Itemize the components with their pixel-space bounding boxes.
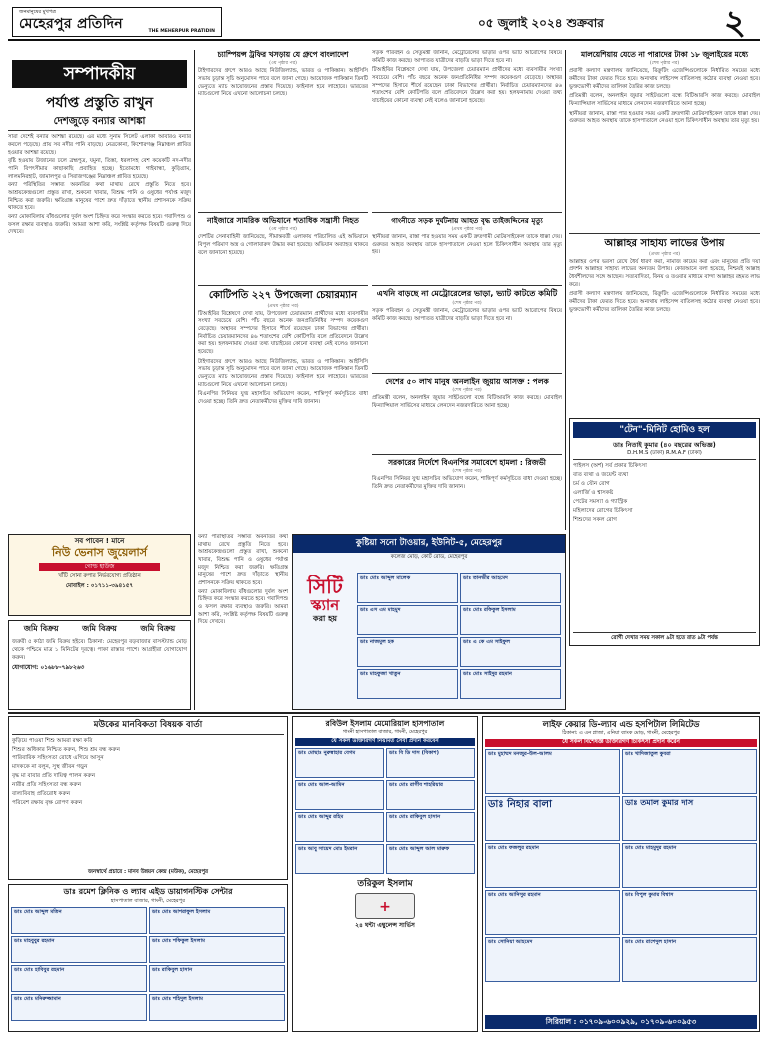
news-headline: আল্লাহর সাহায্য লাভের উপায় bbox=[604, 238, 725, 249]
news-body: স্থানীয়রা জানান, রাস্তা পার হওয়ার সময় একটি দ্রুতগামী মোটরসাইকেল তাকে ধাক্কা দেয়। গুরুতর আহত অবস্থায় তাকে হাসপাতালে নেওয়া হলে চিকিৎসাধীন অবস্থায় তার মৃত্যু হয়। bbox=[372, 233, 562, 256]
news-body: স্থানীয়রা জানান, রাস্তা পার হওয়ার সময় একটি দ্রুতগামী মোটরসাইকেল তাকে ধাক্কা দেয়। গুরুতর আহত অবস্থায় তাকে হাসপাতালে নেওয়া হলে চিকিৎসাধীন অবস্থায় তার মৃত্যু হয়। bbox=[569, 110, 760, 125]
news-body: প্রতিমন্ত্রী বলেন, অনলাইন জুয়ার সাইটগুলো বন্ধে বিটিআরসি কাজ করছে। মোবাইল ফিন্যান্সিয়াল সার্ভিসের মাধ্যমে লেনদেন নজরদারিতে আনা হচ্ছে। bbox=[569, 93, 760, 107]
jewellers-line2: খাঁটি সোনা রুপার নির্ভরযোগ্য প্রতিষ্ঠান bbox=[58, 573, 141, 580]
news-body: সড়ক পরিবহন ও সেতুমন্ত্রী জানান, মেট্রোরেলের ভাড়ার ওপর ভ্যাট আরোপের বিষয়ে কমিটি কাজ করছে। আপাতত যাত্রীদের বাড়তি ভাড়া দিতে হবে না। bbox=[372, 307, 562, 322]
news-body: বিএনপির সিনিয়র যুগ্ম মহাসচিব অভিযোগ করেন, শান্তিপূর্ণ কর্মসূচিতে বাধা দেওয়া হচ্ছে। তিনি দ্রুত নেতাকর্মীদের মুক্তির দাবি জানান। bbox=[198, 391, 368, 406]
sono-addr: কলেজ মোড়, কোর্ট রোড, মেহেরপুর bbox=[390, 553, 468, 560]
editorial-headline: পর্যাপ্ত প্রস্তুতি রাখুন bbox=[45, 95, 154, 111]
masthead-tagline: জনমানুষের মুখপত্র bbox=[19, 9, 56, 15]
ad-jewellers bbox=[8, 534, 191, 616]
homeo-doctor: ডাঃ নিতাই কুমার (৪০ বছরের অভিজ্ঞ) bbox=[613, 441, 716, 450]
doctor-name: ডাঃ খাদিজাতুল কুবরা bbox=[625, 750, 671, 757]
rabiul-doctor-card bbox=[386, 780, 475, 810]
doctor-name: ডাঃ মোঃ রাগীব শাহরিয়ার bbox=[389, 781, 443, 788]
doctor-name: ডাঃ মোঃ আব্দুল মালেক bbox=[360, 575, 411, 581]
homeo-feature: বাত ব্যথা ও জয়েন্ট ব্যথা bbox=[573, 472, 629, 479]
jewellers-name: নিউ ভেনাস জুয়েলার্স bbox=[51, 546, 148, 560]
homeo-feature: পেটের সমস্যা ও গ্যাস্ট্রিক bbox=[573, 499, 628, 506]
doctor-name: ডাঃ মোঃ শহিদুল ইসলাম bbox=[152, 995, 204, 1002]
ramesh-title: ডাঃ রমেশ ক্লিনিক ও ল্যাব এইড ডায়াগনস্টিক সেন্টার bbox=[63, 887, 233, 896]
lifecare-doctor-card bbox=[485, 749, 620, 794]
news-body: দেশটির সেনাবাহিনী জানিয়েছে, সীমান্তবর্তী এলাকায় পরিচালিত এই অভিযানে বিপুল পরিমাণ অস্ত্র ও গোলাবারুদ উদ্ধার করা হয়েছে। অভিযান অব্যাহত থাকবে বলে জানানো হয়েছে। bbox=[198, 234, 368, 256]
news-body: আল্লাহর ওপর ভরসা রেখে ধৈর্য ধারণ করা, নামাজ কায়েম করা এবং মানুষের প্রতি দয়া প্রদর্শন আল্লাহর সাহায্য লাভের অন্যতম উপায়। কোরআনে বলা হয়েছে, নিশ্চয়ই আল্লাহ ধৈর্যশীলদের সঙ্গে আছেন। সত্যবাদিতা, বিনয় ও তওবার মাধ্যমে বান্দা আল্লাহর রহমত লাভ করে। bbox=[569, 258, 760, 288]
rabiul-title: রবিউল ইসলাম মেমোরিয়াল হাসপাতাল bbox=[325, 719, 445, 728]
doctor-name: ডাঃ মোঃ আব্দুল মতিন bbox=[14, 908, 62, 915]
rabiul-doctor-card bbox=[295, 844, 384, 874]
ramesh-doctor-card bbox=[11, 907, 147, 934]
doctor-name: ডাঃ মোঃ আল-আমিন bbox=[298, 781, 345, 788]
news-body: টাইগারদের গ্রুপে আরও আছে নিউজিল্যান্ড, ভারত ও পাকিস্তান। আইসিসি সভায় চূড়ান্ত সূচি অনুমোদন পাবে বলে জানা গেছে। আয়োজক পাকিস্তান তিনটি ভেন্যুতে ম্যাচ আয়োজনের প্রস্তাব দিয়েছে। ফাইনাল হবে লাহোরে। ভারতের ম্যাচগুলো নিয়ে এখনো আলোচনা চলছে। bbox=[198, 68, 368, 98]
doctor-name: ডাঃ মোঃ শফিকুল ইসলাম bbox=[152, 937, 205, 944]
sono-promo bbox=[297, 575, 353, 703]
news-champions-trophy bbox=[198, 50, 368, 210]
news-allah-help bbox=[569, 233, 760, 415]
sono-promo-3: করা হয় bbox=[312, 613, 338, 623]
doctor-name: ডাঃ মোঃ মনিরুজ্জামান bbox=[14, 995, 61, 1002]
news-headline: সরকারের নির্দেশে বিএনপির সমাবেশে হামলা : রিজভী bbox=[388, 458, 546, 467]
rabiul-tagline: যে সকল ডাক্তারগণ নিয়মিত সেবা প্রদান করবেন bbox=[295, 738, 475, 746]
ramesh-doctor-card bbox=[11, 936, 147, 963]
page-number: ২ bbox=[723, 5, 746, 41]
jewellers-contact: মোবাইল : ০১৭১১-৩৯৪১৫৭ bbox=[65, 582, 134, 589]
sono-doctor-card bbox=[357, 669, 458, 699]
mouk-title: মউকের মানবিকতা বিষয়ক বার্তা bbox=[12, 720, 284, 735]
mouk-item: শিশুর অধিকার নিশ্চিত করুন, শিশু শ্রম বন্ধ করুন bbox=[12, 746, 120, 753]
land-sale-headings bbox=[12, 624, 187, 635]
homeo-features bbox=[573, 463, 756, 525]
mouk-item: পারিবারিক সহিংসতা রোধে এগিয়ে আসুন bbox=[12, 755, 104, 762]
news-online-gambling bbox=[372, 373, 562, 451]
news-dateline: (৩য় পৃষ্ঠার পর) bbox=[269, 227, 297, 233]
news-niger bbox=[198, 212, 368, 282]
lifecare-title: লাইফ কেয়ার ডি-ল্যাব এন্ড হসপিটাল লিমিটেড bbox=[542, 719, 700, 729]
sono-doctor-card bbox=[460, 637, 561, 667]
lifecare-doctor-card bbox=[622, 796, 757, 841]
doctor-name: ডাঃ মোঃ আনিসুর রহমান bbox=[488, 891, 541, 898]
rabiul-doctor-card bbox=[295, 780, 384, 810]
lifecare-doctor-card bbox=[622, 749, 757, 794]
sono-title: কুষ্টিয়া সনো টাওয়ার, ইউনিট-৫, মেহেরপুর bbox=[293, 535, 565, 553]
ramesh-doctor-card bbox=[11, 965, 147, 992]
jewellers-line1: গোল্ড হাউজ bbox=[39, 563, 160, 571]
news-headline: নাইজারে সামরিক অভিযানে শতাধিক সন্ত্রাসী নিহত bbox=[207, 216, 359, 225]
rabiul-person: তরিকুল ইসলাম bbox=[357, 878, 413, 889]
homeo-feature: এলার্জি ও শ্বাসকষ্ট bbox=[573, 490, 614, 497]
mouk-footer: জনস্বার্থে প্রচারে : মানব উন্নয়ন কেন্দ্র (মউক), মেহেরপুর bbox=[88, 868, 208, 875]
editorial-body bbox=[8, 134, 191, 237]
doctor-name: ডাঃ তমাল কুমার দাস bbox=[625, 797, 694, 807]
news-body: বিএনপির সিনিয়র যুগ্ম মহাসচিব অভিযোগ করেন, শান্তিপূর্ণ কর্মসূচিতে বাধা দেওয়া হচ্ছে। তিনি দ্রুত নেতাকর্মীদের মুক্তির দাবি জানান। bbox=[372, 476, 562, 490]
news-body: বন্যা মোকাবিলায় বাঁধগুলোর দুর্বল অংশ চিহ্নিত করে সংস্কার করতে হবে। গবাদিপশু ও ফসল রক্ষার ব্যবস্থাও জরুরি। আমরা আশা করি, সংশ্লিষ্ট কর্তৃপক্ষ বিষয়টি গুরুত্ব দিয়ে দেখবে। bbox=[198, 588, 288, 626]
doctor-name: ডাঃ বি ডি দাস (বিকাশ) bbox=[389, 749, 439, 756]
rabiul-doctor-card bbox=[295, 748, 384, 778]
rabiul-addr: গাংনী হাসপাতাল বাজার, গাংনী, মেহেরপুর bbox=[342, 729, 428, 736]
ramesh-doctor-card bbox=[149, 907, 285, 934]
news-headline: কোটিপতি ২২৭ উপজেলা চেয়ারম্যান bbox=[208, 290, 358, 301]
ramesh-addr: হাসপাতাল বাজার, গাংনী, মেহেরপুর bbox=[110, 897, 186, 904]
ad-rabiul-hospital bbox=[292, 716, 478, 1032]
news-metro-fare bbox=[372, 285, 562, 370]
news-metrorail bbox=[372, 50, 562, 210]
editorial-paragraph: বন্যা মোকাবিলায় বাঁধগুলোর দুর্বল অংশ চিহ্নিত করে সংস্কার করতে হবে। গবাদিপশু ও ফসল রক্ষার ব্যবস্থাও জরুরি। আমরা আশা করি, সংশ্লিষ্ট কর্তৃপক্ষ বিষয়টি গুরুত্ব দিয়ে দেখবে। bbox=[8, 214, 191, 236]
doctor-name: ডাঃ আবু সায়েদ মোঃ ইমরান bbox=[298, 845, 358, 852]
news-dateline: (শেষ পৃষ্ঠার পর) bbox=[649, 60, 680, 66]
news-body: প্রবাসী কল্যাণ মন্ত্রণালয় জানিয়েছে, রিক্রুটিং এজেন্সিগুলোকে নির্ধারিত সময়ের মধ্যে কর্মীদের টাকা ফেরত দিতে হবে। অন্যথায় লাইসেন্স বাতিলসহ কঠোর ব্যবস্থা নেওয়া হবে। ভুক্তভোগী কর্মীদের তালিকা তৈরির কাজ চলছে। bbox=[569, 291, 760, 313]
sono-doctor-card bbox=[460, 669, 561, 699]
homeo-name: "টেন"-মিনিট হোমিও হল bbox=[573, 422, 756, 438]
mouk-item: বৃদ্ধ মা বাবার প্রতি দায়িত্ব পালন করুন bbox=[12, 773, 96, 780]
ad-lifecare-hospital bbox=[482, 716, 760, 1032]
rabiul-doctor-card bbox=[386, 748, 475, 778]
lifecare-serial: সিরিয়াল : ০১৭০৯-৬০০৯২৯, ০১৭০৯-৬০০৯৫৩ bbox=[485, 1015, 757, 1029]
homeo-contact: রোগী দেখার সময় সকাল ৯টা হতে রাত ৯টা পর্যন্ত bbox=[573, 632, 756, 642]
news-body: টিআইবির বিশ্লেষণে দেখা যায়, উপজেলা চেয়ারম্যান প্রার্থীদের মধ্যে ব্যবসায়ীর সংখ্যা সবচেয়ে বেশি। পাঁচ বছরে অনেক জনপ্রতিনিধির সম্পদ কয়েকগুণ বেড়েছে। অস্থাবর সম্পদের হিসাবে শীর্ষে রয়েছেন ঢাকা বিভাগের প্রার্থীরা। নির্বাচিত চেয়ারম্যানদের ৪৬ শতাংশের বেশি কোটিপতি বলে প্রতিবেদনে উল্লেখ করা হয়। হলফনামায় দেওয়া তথ্য যাচাইয়ের কোনো ব্যবস্থা নেই বলেও জানানো হয়েছে। bbox=[198, 310, 368, 356]
mouk-item: বাল্যবিবাহ প্রতিরোধ করুন bbox=[12, 791, 71, 798]
rabiul-doctor-card bbox=[295, 812, 384, 842]
editorial-column bbox=[8, 60, 191, 530]
ramesh-doctor-grid bbox=[11, 907, 285, 1021]
homeo-feature: শিশুদের সকল রোগ bbox=[573, 516, 617, 523]
lifecare-doctor-card bbox=[622, 843, 757, 888]
news-dateline: (৩য় পৃষ্ঠার পর) bbox=[269, 60, 297, 66]
doctor-name: ডাঃ মোঃ রাশেদুল হাসান bbox=[625, 938, 677, 945]
editorial-paragraph: সারা দেশেই বন্যার আশঙ্কা রয়েছে। এর মধ্যে সুনাম সিলেট এলাকা আবারও বন্যার কবলে পড়েছে। প্রায় সব নদীর পানি বাড়ছে। নেত্রকোনা, কিশোরগঞ্জ নিম্নাঞ্চল প্লাবিত হওয়ার আশঙ্কা রয়েছে। bbox=[8, 134, 191, 156]
doctor-name: ডাঃ মুহাম্মদ মনজুর-উল-আলম bbox=[488, 750, 552, 757]
doctor-name: ডাঃ মাহফুজা খাতুন bbox=[360, 671, 401, 677]
ramesh-doctor-card bbox=[149, 965, 285, 992]
lifecare-doctor-grid bbox=[485, 749, 757, 982]
news-dateline: (প্রথম পৃষ্ঠার পর) bbox=[267, 303, 299, 309]
homeo-feature: পাইলস (অর্শ) সর্ব প্রকার চিকিৎসা bbox=[573, 463, 647, 470]
rabiul-ambulance: ২৪ ঘন্টা এম্বুলেন্স সার্ভিস bbox=[355, 921, 415, 929]
homeo-feature: চর্ম ও যৌন রোগ bbox=[573, 481, 610, 488]
ramesh-doctor-card bbox=[11, 994, 147, 1021]
editorial-paragraph: বন্যা পরিস্থিতির সম্ভাব্য অবনতির কথা মাথায় রেখে প্রস্তুতি নিতে হবে। আশ্রয়কেন্দ্রগুলো প্রস্তুত রাখা, শুকনো খাবার, বিশুদ্ধ পানি ও ওষুধের পর্যাপ্ত মজুদ নিশ্চিত করা জরুরি। ক্ষতিগ্রস্ত মানুষের পাশে দ্রুত দাঁড়াতে স্থানীয় প্রশাসনকে সক্রিয় থাকতে হবে। bbox=[8, 182, 191, 212]
land-sale-heading: জমি বিক্রয় bbox=[82, 624, 117, 633]
sono-doctor-card bbox=[357, 637, 458, 667]
news-dateline: (প্রথম পৃষ্ঠার পর) bbox=[451, 226, 483, 232]
doctor-name: ডাঃ সোনিয়া আহমেদ bbox=[488, 938, 533, 945]
ad-homeo-hall bbox=[569, 418, 760, 646]
land-sale-body: জরুরী ৫ কাঠা জমি বিক্রয় হইবে। ঠিকানা: মেহেরপুর বড়বাজার বাসস্ট্যান্ড মোড় থেকে পশ্চিমে মাত্র ১ মিনিটের দূরত্বে। পাকা রাস্তার পাশে। আগ্রহীরা যোগাযোগ করুন। bbox=[12, 638, 187, 661]
news-dateline: (প্রথম পৃষ্ঠার পর) bbox=[648, 251, 681, 257]
news-body: টাইগারদের গ্রুপে আরও আছে নিউজিল্যান্ড, ভারত ও পাকিস্তান। আইসিসি সভায় চূড়ান্ত সূচি অনুমোদন পাবে বলে জানা গেছে। আয়োজক পাকিস্তান তিনটি ভেন্যুতে ম্যাচ আয়োজনের প্রস্তাব দিয়েছে। ফাইনাল হবে লাহোরে। ভারতের ম্যাচগুলো নিয়ে এখনো আলোচনা চলছে। bbox=[198, 358, 368, 388]
rabiul-doctor-card bbox=[386, 812, 475, 842]
news-dateline: (শেষ পৃষ্ঠার পর) bbox=[452, 300, 482, 306]
doctor-name: ডাঃ এ কে এম সাইফুল bbox=[463, 639, 511, 645]
lifecare-doctor-card bbox=[485, 890, 620, 935]
doctor-name: ডাঃ মাহবুবুর রহমান bbox=[14, 937, 55, 944]
lifecare-doctor-card bbox=[622, 890, 757, 935]
doctor-name: ডাঃ নিহার বালা bbox=[488, 798, 552, 810]
lifecare-doctor-card bbox=[622, 937, 757, 982]
doctor-name: ডাঃ মোঃ ফজলুর রহমান bbox=[488, 844, 539, 851]
doctor-name: ডাঃ মোঃ আশরাফুল ইসলাম bbox=[152, 908, 211, 915]
doctor-name: ডাঃ মোঃ মাহমুদুর রহমান bbox=[625, 844, 677, 851]
news-continuation bbox=[198, 534, 288, 710]
news-dateline: (শেষ পৃষ্ঠার পর) bbox=[452, 468, 482, 474]
editorial-section-title: সম্পাদকীয় bbox=[12, 60, 187, 88]
lifecare-doctor-card bbox=[485, 843, 620, 888]
sono-doctor-card bbox=[460, 605, 561, 635]
news-bnp-rizvi bbox=[372, 454, 562, 530]
ad-land-sale bbox=[8, 620, 191, 710]
column-divider bbox=[194, 50, 195, 710]
doctor-name: ডাঃ নাজমুল হক bbox=[360, 639, 395, 645]
lifecare-doctor-card bbox=[485, 937, 620, 982]
news-headline: দেশের ৫০ লাখ মানুষ অনলাইন জুয়ায় আসক্ত : পলক bbox=[385, 377, 549, 386]
ad-ramesh-clinic bbox=[8, 884, 288, 1032]
masthead bbox=[8, 5, 760, 41]
lifecare-tagline: যে সকল বিশেষজ্ঞ ডাক্তারগণ চিকিৎসা প্রদান করেন bbox=[485, 739, 757, 747]
news-body: সড়ক পরিবহন ও সেতুমন্ত্রী জানান, মেট্রোরেলের ভাড়ার ওপর ভ্যাট আরোপের বিষয়ে কমিটি কাজ করছে। আপাতত যাত্রীদের বাড়তি ভাড়া দিতে হবে না। bbox=[372, 50, 562, 64]
homeo-feature: মহিলাদের রোগের চিকিৎসা bbox=[573, 508, 633, 515]
ad-mouk-message bbox=[8, 716, 288, 880]
jewellers-kicker: সব পাবেন ! মানে bbox=[74, 537, 125, 545]
mouk-item: কুড়িয়ে পাওয়া শিশু আমরা রক্ষা করি bbox=[12, 737, 93, 744]
lifecare-doctor-card bbox=[485, 796, 620, 841]
doctor-name: ডাঃ তানভীর আহমেদ bbox=[463, 575, 508, 581]
doctor-name: ডাঃ এস এম মাহমুদ bbox=[360, 607, 401, 613]
masthead-subtitle: THE MEHERPUR PRATIDIN bbox=[148, 28, 215, 34]
sono-doctor-card bbox=[357, 605, 458, 635]
mouk-item: পরিবেশ রক্ষায় বৃক্ষ রোপণ করুন bbox=[12, 800, 83, 807]
land-sale-heading: জমি বিক্রয় bbox=[23, 624, 59, 633]
sono-doctor-card bbox=[460, 573, 561, 603]
rabiul-doctor-card bbox=[386, 844, 475, 874]
news-headline: মালয়েশিয়ায় যেতে না পারাদের টাকা ১৮ জুলাইয়ের মধ্যে bbox=[581, 50, 748, 59]
news-body: বন্যা পরিস্থিতির সম্ভাব্য অবনতির কথা মাথায় রেখে প্রস্তুতি নিতে হবে। আশ্রয়কেন্দ্রগুলো প্রস্তুত রাখা, শুকনো খাবার, বিশুদ্ধ পানি ও ওষুধের পর্যাপ্ত মজুদ নিশ্চিত করা জরুরি। ক্ষতিগ্রস্ত মানুষের পাশে দ্রুত দাঁড়াতে স্থানীয় প্রশাসনকে সক্রিয় থাকতে হবে। bbox=[198, 534, 288, 587]
mouk-items bbox=[12, 738, 284, 809]
ramesh-doctor-card bbox=[149, 936, 285, 963]
lifecare-addr: ঠিকানা: এ এন প্লাজা, এনিয়া ব্যাংক মোড়, গাংনী, মেহেরপুর bbox=[562, 730, 680, 737]
news-body: প্রবাসী কল্যাণ মন্ত্রণালয় জানিয়েছে, রিক্রুটিং এজেন্সিগুলোকে নির্ধারিত সময়ের মধ্যে কর্মীদের টাকা ফেরত দিতে হবে। অন্যথায় লাইসেন্স বাতিলসহ কঠোর ব্যবস্থা নেওয়া হবে। ভুক্তভোগী কর্মীদের তালিকা তৈরির কাজ চলছে। bbox=[569, 68, 760, 90]
land-sale-contact: যোগাযোগ: ০১৬৮৮-৭৯৮২৬৩ bbox=[12, 664, 85, 671]
ad-kushtia-sono bbox=[292, 534, 566, 710]
section-divider bbox=[8, 712, 760, 714]
doctor-name: ডাঃ মোঃ রফিকুল ইসলাম bbox=[463, 607, 516, 613]
news-headline: চ্যাম্পিয়ন্স ট্রফির খসড়ায় যে গ্রুপে বাংলাদেশ bbox=[217, 50, 349, 59]
doctor-name: ডাঃ মোঃ রাকিবুল হাসান bbox=[389, 813, 441, 820]
news-body: প্রতিমন্ত্রী বলেন, অনলাইন জুয়ার সাইটগুলো বন্ধে বিটিআরসি কাজ করছে। মোবাইল ফিন্যান্সিয়াল সার্ভিসের মাধ্যমে লেনদেন নজরদারিতে আনা হচ্ছে। bbox=[372, 395, 562, 410]
sono-promo-1: সিটি bbox=[307, 575, 343, 598]
doctor-name: ডাঃ মোঃ হাবিবুর রহমান bbox=[14, 966, 65, 973]
doctor-name: ডাঃ বিপুল কুমার বিশ্বাস bbox=[625, 891, 674, 898]
masthead-title: মেহেরপুর প্রতিদিন bbox=[19, 16, 123, 32]
editorial-paragraph: বৃষ্টি হওয়ায় উজানের ঢলে ব্রহ্মপুত্র, যমুনা, তিস্তা, ধরলাসহ বেশ কয়েকটি নদ-নদীর পানি বিপৎসীমার কাছাকাছি প্রবাহিত হচ্ছে। ইতোমধ্যে গাইবান্ধা, কুড়িগ্রাম, লালমনিরহাট, জামালপুর ও সিরাজগঞ্জের নিম্নাঞ্চল প্লাবিত হয়েছে। bbox=[8, 158, 191, 180]
ramesh-doctor-card bbox=[149, 994, 285, 1021]
masthead-date: ০৫ জুলাই ২০২৪ শুক্রবার bbox=[478, 16, 604, 30]
news-malaysia bbox=[569, 50, 760, 230]
masthead-logo-box bbox=[12, 7, 222, 37]
doctor-name: ডাঃ মোঃ আব্দুল আল মারুফ bbox=[389, 845, 450, 852]
news-gangni-accident bbox=[372, 212, 562, 282]
news-body: টিআইবির বিশ্লেষণে দেখা যায়, উপজেলা চেয়ারম্যান প্রার্থীদের মধ্যে ব্যবসায়ীর সংখ্যা সবচেয়ে বেশি। পাঁচ বছরে অনেক জনপ্রতিনিধির সম্পদ কয়েকগুণ বেড়েছে। অস্থাবর সম্পদের হিসাবে শীর্ষে রয়েছেন ঢাকা বিভাগের প্রার্থীরা। নির্বাচিত চেয়ারম্যানদের ৪৬ শতাংশের বেশি কোটিপতি বলে প্রতিবেদনে উল্লেখ করা হয়। হলফনামায় দেওয়া তথ্য যাচাইয়ের কোনো ব্যবস্থা নেই বলেও জানানো হয়েছে। bbox=[372, 67, 562, 105]
doctor-name: ডাঃ রাকিবুল হাসান bbox=[152, 966, 193, 973]
doctor-name: ডাঃ মোঃ আব্দুর রহিম bbox=[298, 813, 344, 820]
doctor-name: ডাঃ মোঃ সাইদুর রহমান bbox=[463, 671, 513, 677]
doctor-name: ডাঃ মোছাঃ নুরুন্নাহার বেগম bbox=[298, 749, 356, 756]
news-dateline: (শেষ পৃষ্ঠার পর) bbox=[452, 388, 482, 394]
land-sale-heading: জমি বিক্রয় bbox=[140, 624, 176, 633]
editorial-subhead: দেশজুড়ে বন্যার আশঙ্কা bbox=[8, 115, 191, 132]
sono-doctor-grid bbox=[357, 573, 561, 705]
column-divider bbox=[565, 50, 566, 530]
mouk-item: মাদককে না বলুন, সুস্থ জীবন গড়ুন bbox=[12, 764, 88, 771]
news-headline: গাংনীতে সড়ক দুর্ঘটনায় আহত বৃদ্ধ তাইজদ্দিনের মৃত্যু bbox=[391, 216, 543, 225]
news-headline: এখনি বাড়ছে না মেট্রোরেলের ভাড়া, ভ্যাট কাটতে কমিটি bbox=[376, 289, 558, 298]
mouk-item: নারীর প্রতি সহিংসতা বন্ধ করুন bbox=[12, 782, 82, 789]
ambulance-icon: + bbox=[355, 893, 415, 919]
sono-promo-2: স্ক্যান bbox=[310, 596, 340, 614]
news-upazila-chairman bbox=[198, 285, 368, 530]
sono-doctor-card bbox=[357, 573, 458, 603]
rabiul-doctor-grid bbox=[295, 748, 475, 874]
homeo-degree: D.H.M.S (ঢাকা) R.M.A.F (ঢাকা) bbox=[573, 450, 756, 460]
